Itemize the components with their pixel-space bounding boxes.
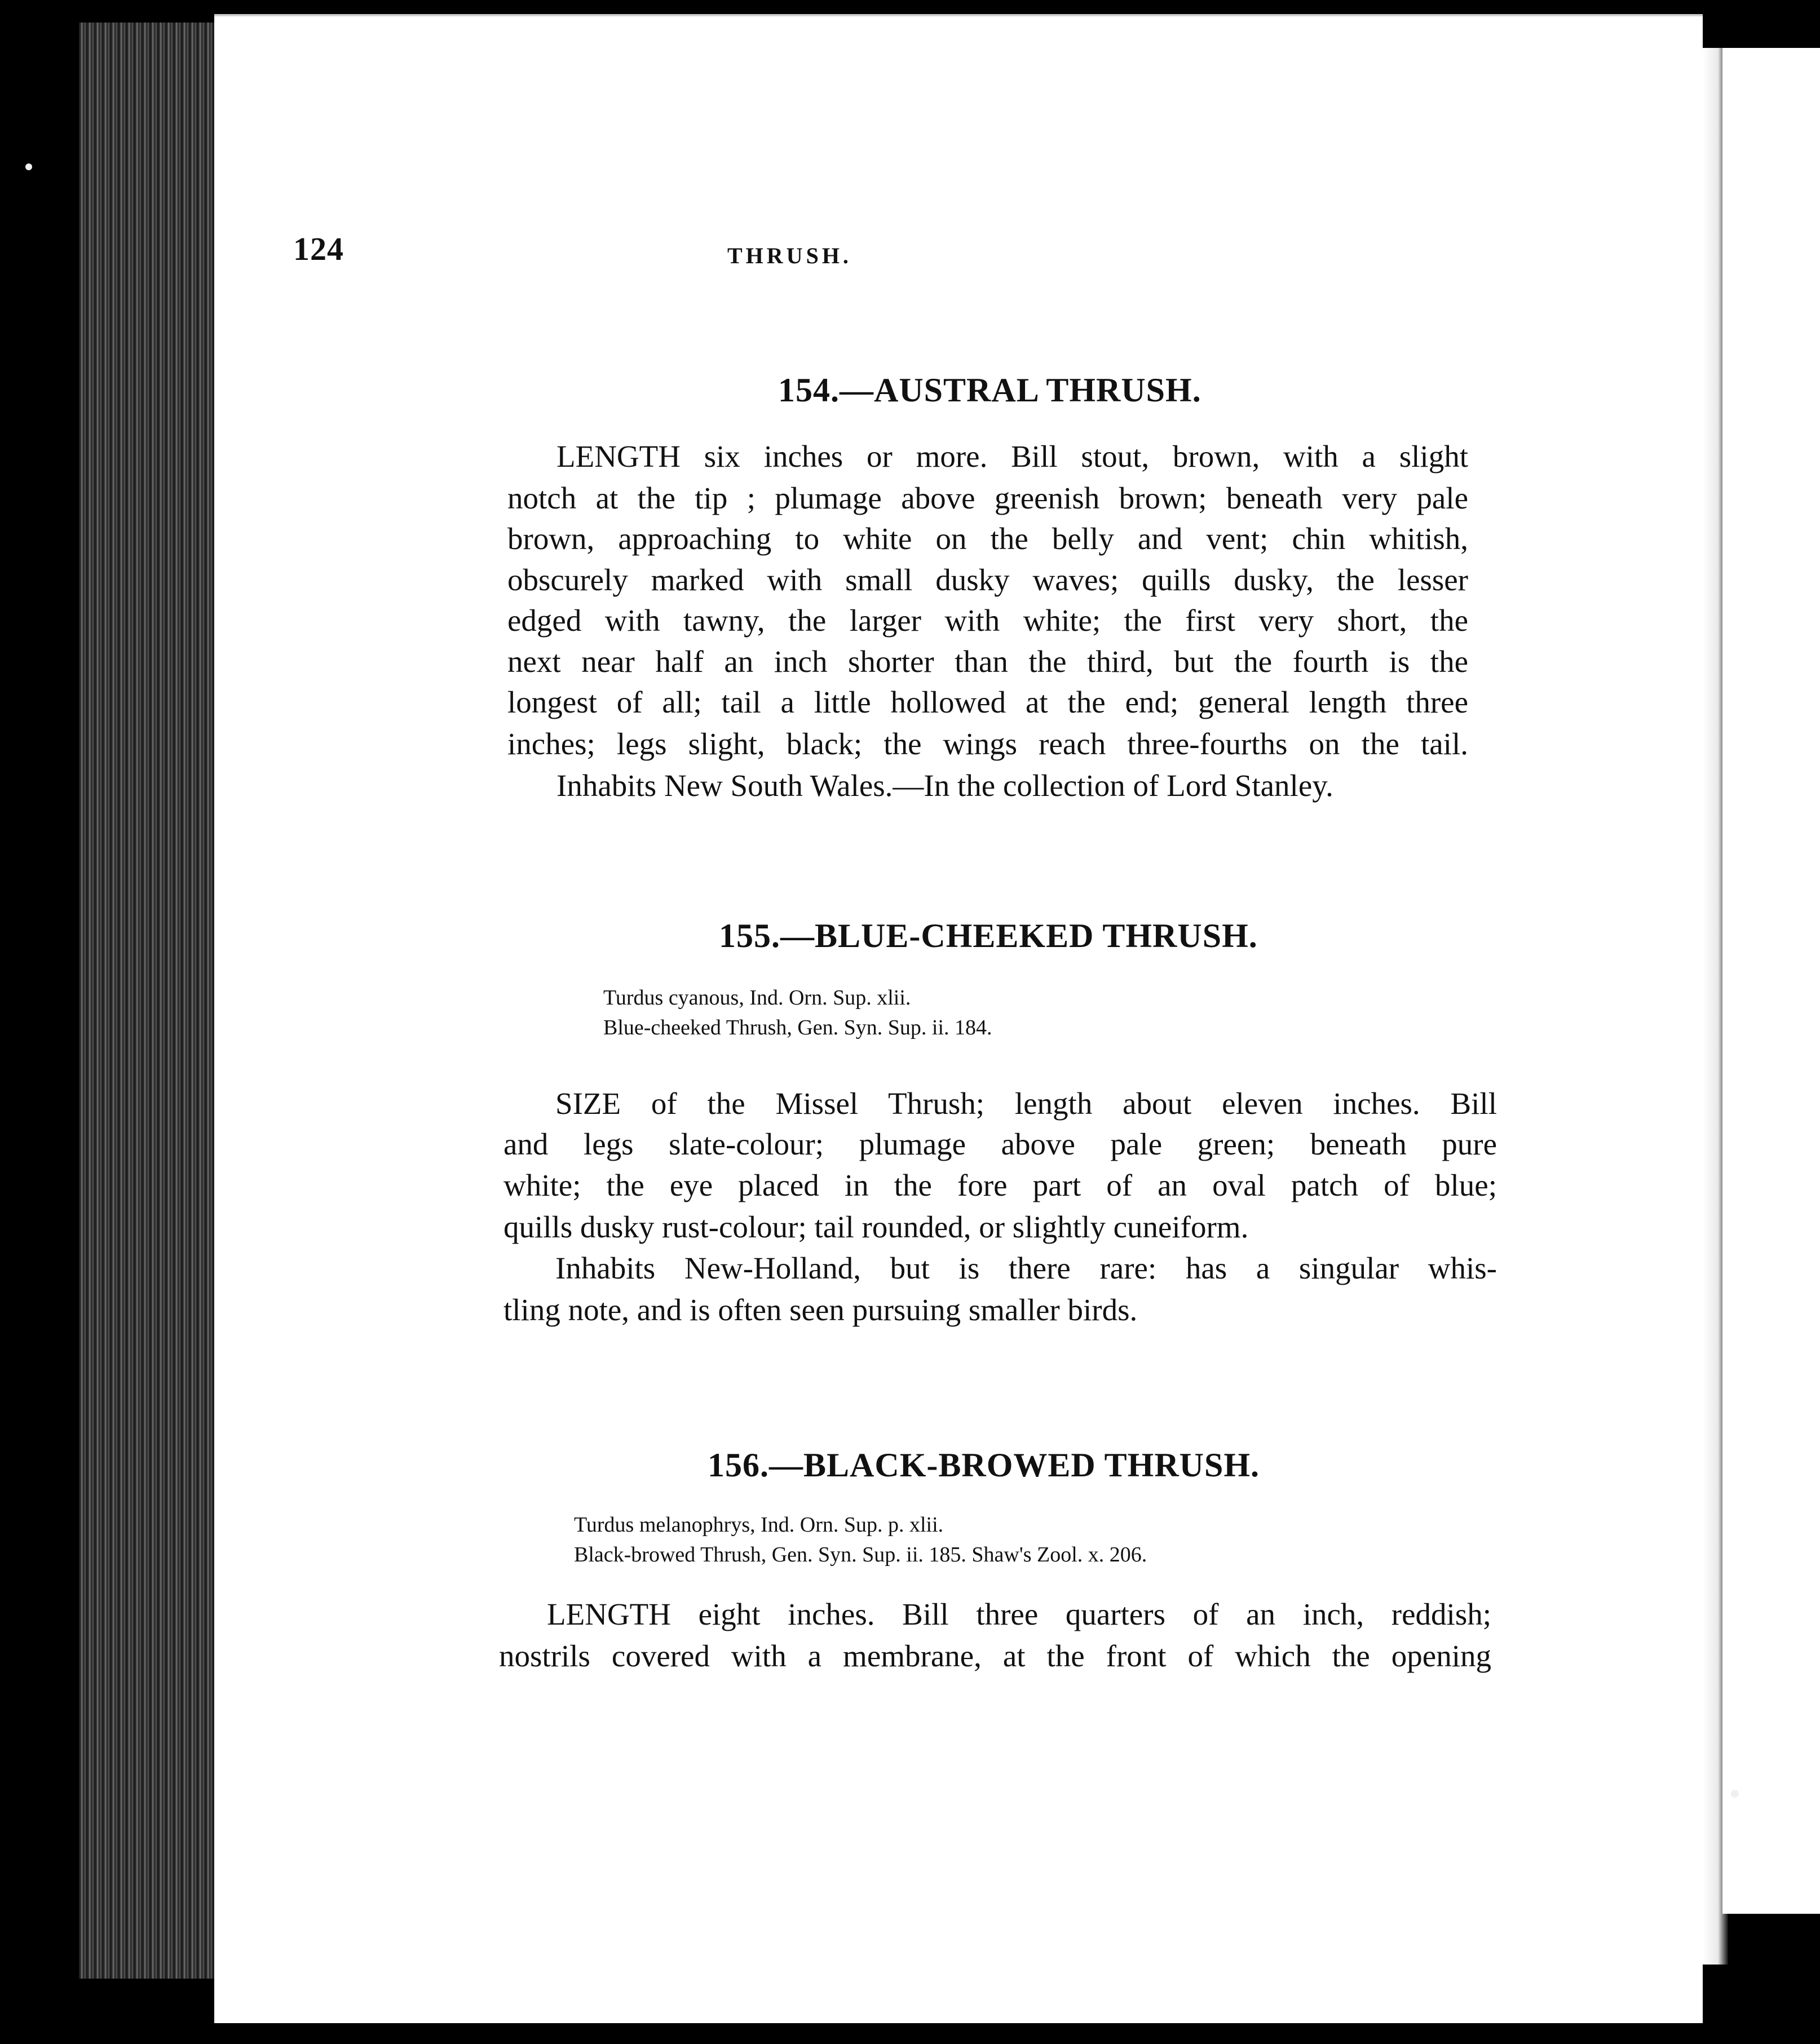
text-line: brown, approaching to white on the belly and vent; chin whitish, [507, 521, 1468, 556]
scan-speck [1731, 1790, 1739, 1798]
text-line: Inhabits New-Holland, but is there rare: has a singular whis- [555, 1251, 1497, 1285]
text-line: nostrils covered with a membrane, at the front of which the opening [499, 1639, 1491, 1673]
entry-heading: 155.—BLUE-CHEEKED THRUSH. [719, 917, 1258, 954]
scan-speck [25, 163, 32, 170]
text-line: inches; legs slight, black; the wings reach three-fourths on the tail. [507, 727, 1468, 761]
text-line: white; the eye placed in the fore part of an oval patch of blue; [503, 1168, 1497, 1202]
next-page-edge [1722, 48, 1820, 1914]
page-number: 124 [293, 231, 344, 267]
synonym-line: Turdus melanophrys, Ind. Orn. Sup. p. xlii. [574, 1513, 944, 1537]
text-line: LENGTH eight inches. Bill three quarters of an inch, reddish; [547, 1597, 1491, 1631]
entry-heading: 156.—BLACK-BROWED THRUSH. [708, 1446, 1260, 1484]
book-edge [79, 23, 214, 1979]
text-line: notch at the tip ; plumage above greenish brown; beneath very pale [507, 481, 1468, 515]
text-line: SIZE of the Missel Thrush; length about eleven inches. Bill [555, 1086, 1497, 1121]
text-line: tling note, and is often seen pursuing smaller birds. [503, 1293, 1138, 1327]
text-line: LENGTH six inches or more. Bill stout, brown, with a slight [556, 439, 1468, 474]
text-line: and legs slate-colour; plumage above pale green; beneath pure [503, 1127, 1497, 1161]
text-line: longest of all; tail a little hollowed at the end; general length three [507, 685, 1468, 719]
synonym-line: Black-browed Thrush, Gen. Syn. Sup. ii. 185. Shaw's Zool. x. 206. [574, 1543, 1147, 1567]
running-title: THRUSH. [727, 243, 852, 268]
text-line: Inhabits New South Wales.—In the collection of Lord Stanley. [556, 768, 1333, 803]
synonym-line: Blue-cheeked Thrush, Gen. Syn. Sup. ii. 184. [603, 1016, 992, 1039]
entry-heading: 154.—AUSTRAL THRUSH. [778, 371, 1201, 409]
synonym-line: Turdus cyanous, Ind. Orn. Sup. xlii. [603, 986, 911, 1010]
text-line: quills dusky rust-colour; tail rounded, or slightly cuneiform. [503, 1210, 1249, 1244]
text-line: next near half an inch shorter than the third, but the fourth is the [507, 644, 1468, 679]
text-line: edged with tawny, the larger with white; the first very short, the [507, 603, 1468, 638]
text-line: obscurely marked with small dusky waves; quills dusky, the lesser [507, 563, 1468, 597]
